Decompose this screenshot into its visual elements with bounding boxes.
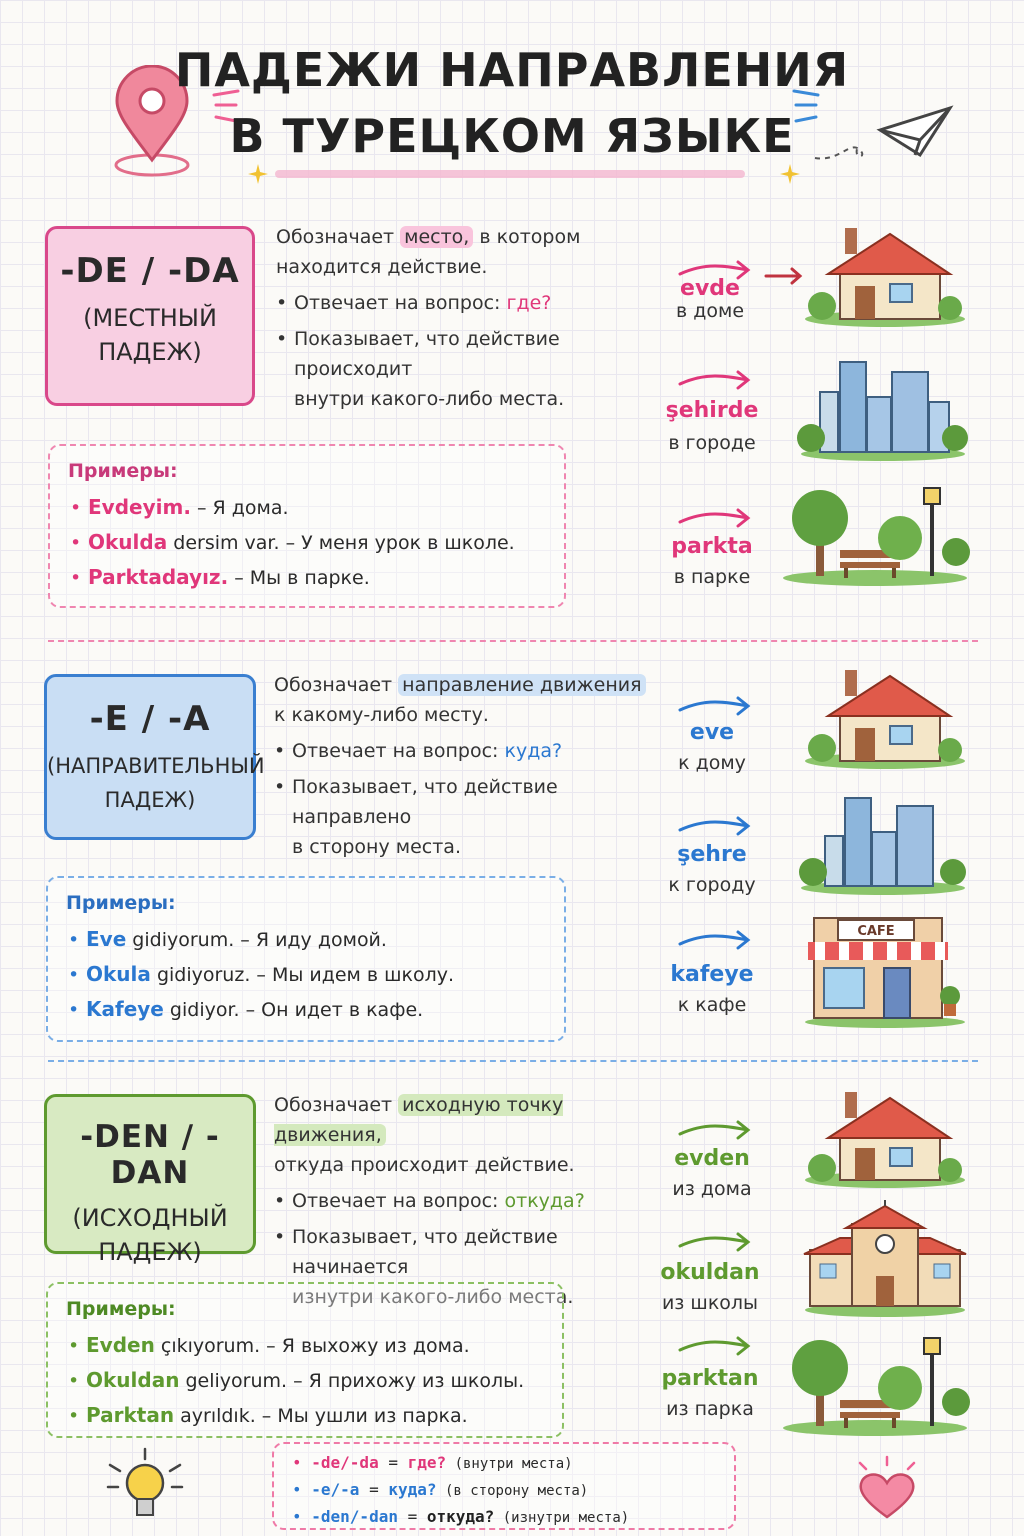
arrow-icon xyxy=(676,692,756,720)
question-word: куда? xyxy=(504,740,563,762)
translation-word: parktan xyxy=(661,1366,759,1391)
page-title-line2: В ТУРЕЦКОМ ЯЗЫКЕ xyxy=(229,109,795,163)
page-title-line1: ПАДЕЖИ НАПРАВЛЕНИЯ xyxy=(174,43,850,97)
description-dative: Обозначает направление движения к какому-либо месту. • Отвечает на вопрос: куда? • Показывает, что действие направлено в сторону места. xyxy=(274,670,674,862)
summary-line: • -e/-a = куда? (в сторону места) xyxy=(292,1480,589,1499)
translation-word: evden xyxy=(674,1146,750,1171)
arrow-icon xyxy=(676,1116,756,1144)
arrow-icon xyxy=(676,926,756,954)
arrow-icon xyxy=(676,366,756,394)
examples-box-locative xyxy=(48,444,566,608)
case-suffix: -DE / -DA xyxy=(60,251,240,291)
cafe-icon xyxy=(800,912,970,1028)
example-line: • Parktan ayrıldık. – Мы ушли из парка. xyxy=(68,1403,468,1427)
city-icon xyxy=(795,780,970,895)
example-line: • Evdeyim. – Я дома. xyxy=(70,495,289,519)
park-icon xyxy=(780,482,970,586)
example-line: • Parktadayız. – Мы в парке. xyxy=(70,565,370,589)
arrow-icon xyxy=(676,504,756,532)
translation-ru: в городе xyxy=(668,432,756,454)
cafe-sign-text: CAFE xyxy=(857,924,895,939)
translation-word: şehre xyxy=(677,842,747,867)
question-word: где? xyxy=(506,292,552,314)
example-line: • Kafeye gidiyor. – Он идет в кафе. xyxy=(68,997,424,1021)
arrow-icon xyxy=(676,1332,756,1360)
question-word: откуда? xyxy=(504,1190,585,1212)
highlight: место, xyxy=(400,226,473,248)
case-suffix: -DEN / -DAN xyxy=(80,1119,220,1191)
school-icon xyxy=(800,1200,970,1318)
translation-ru: в парке xyxy=(673,566,751,588)
examples-title: Примеры: xyxy=(68,460,178,482)
heart-icon xyxy=(852,1455,922,1525)
example-line: • Evden çıkıyorum. – Я выхожу из дома. xyxy=(68,1333,470,1357)
lightbulb-icon xyxy=(100,1445,190,1525)
examples-title: Примеры: xyxy=(66,1298,176,1320)
example-line: • Eve gidiyorum. – Я иду домой. xyxy=(68,927,387,951)
highlight: направление движения xyxy=(398,674,645,696)
translation-ru: к дому xyxy=(678,752,746,774)
description-ablative: Обозначает исходную точку движения, откуда происходит действие. • Отвечает на вопрос: откуда? • Показывает, что действие начинается изнутри какого-либо места. xyxy=(274,1090,674,1312)
section-divider xyxy=(48,640,978,642)
case-box-dative xyxy=(44,674,265,840)
case-box-ablative xyxy=(44,1094,256,1266)
city-icon xyxy=(795,342,970,462)
summary-line: • -den/-dan = откуда? (изнутри места) xyxy=(292,1507,630,1526)
translation-ru: к кафе xyxy=(677,994,747,1016)
description-locative: Обозначает место, в котором находится действие. • Отвечает на вопрос: где? • Показывает, что действие происходит внутри какого-либо места. xyxy=(276,222,676,414)
translation-word: kafeye xyxy=(670,962,754,987)
summary-box xyxy=(272,1442,736,1530)
translation-word: şehirde xyxy=(665,398,759,423)
case-name: (ИСХОДНЫЙ ПАДЕЖ) xyxy=(72,1204,228,1266)
example-line: • Okuldan geliyorum. – Я прихожу из школы. xyxy=(68,1368,525,1392)
arrow-icon xyxy=(676,1228,756,1256)
translation-ru: из дома xyxy=(672,1178,752,1200)
translation-ru: из школы xyxy=(661,1292,759,1314)
case-name: (НАПРАВИТЕЛЬНЫЙ ПАДЕЖ) xyxy=(47,754,265,812)
house-icon xyxy=(800,1078,970,1190)
translation-word: eve xyxy=(689,720,735,745)
examples-box-dative xyxy=(46,876,566,1042)
translation-ru: к городу xyxy=(668,874,756,896)
case-suffix: -E / -A xyxy=(89,699,211,739)
highlight: исходную точку движения, xyxy=(274,1094,564,1146)
translation-ru: в доме xyxy=(675,300,745,322)
example-line: • Okulda dersim var. – У меня урок в школе. xyxy=(70,530,515,554)
translation-word: parkta xyxy=(671,534,753,559)
translation-word: okuldan xyxy=(660,1260,760,1285)
case-name: (МЕСТНЫЙ ПАДЕЖ) xyxy=(83,304,217,366)
example-line: • Okula gidiyoruz. – Мы идем в школу. xyxy=(68,962,455,986)
case-box-locative xyxy=(45,226,255,406)
title-underline xyxy=(275,170,745,178)
section-divider xyxy=(48,1060,978,1062)
translation-word: evde xyxy=(680,276,740,301)
examples-title: Примеры: xyxy=(66,892,176,914)
arrow-icon xyxy=(676,812,756,840)
arrow-icon xyxy=(764,266,804,286)
examples-box-ablative xyxy=(46,1282,564,1438)
translation-ru: из парка xyxy=(666,1398,754,1420)
park-icon xyxy=(780,1332,970,1436)
summary-line: • -de/-da = где? (внутри места) xyxy=(292,1453,573,1472)
house-icon xyxy=(800,656,970,771)
house-icon xyxy=(800,214,970,329)
